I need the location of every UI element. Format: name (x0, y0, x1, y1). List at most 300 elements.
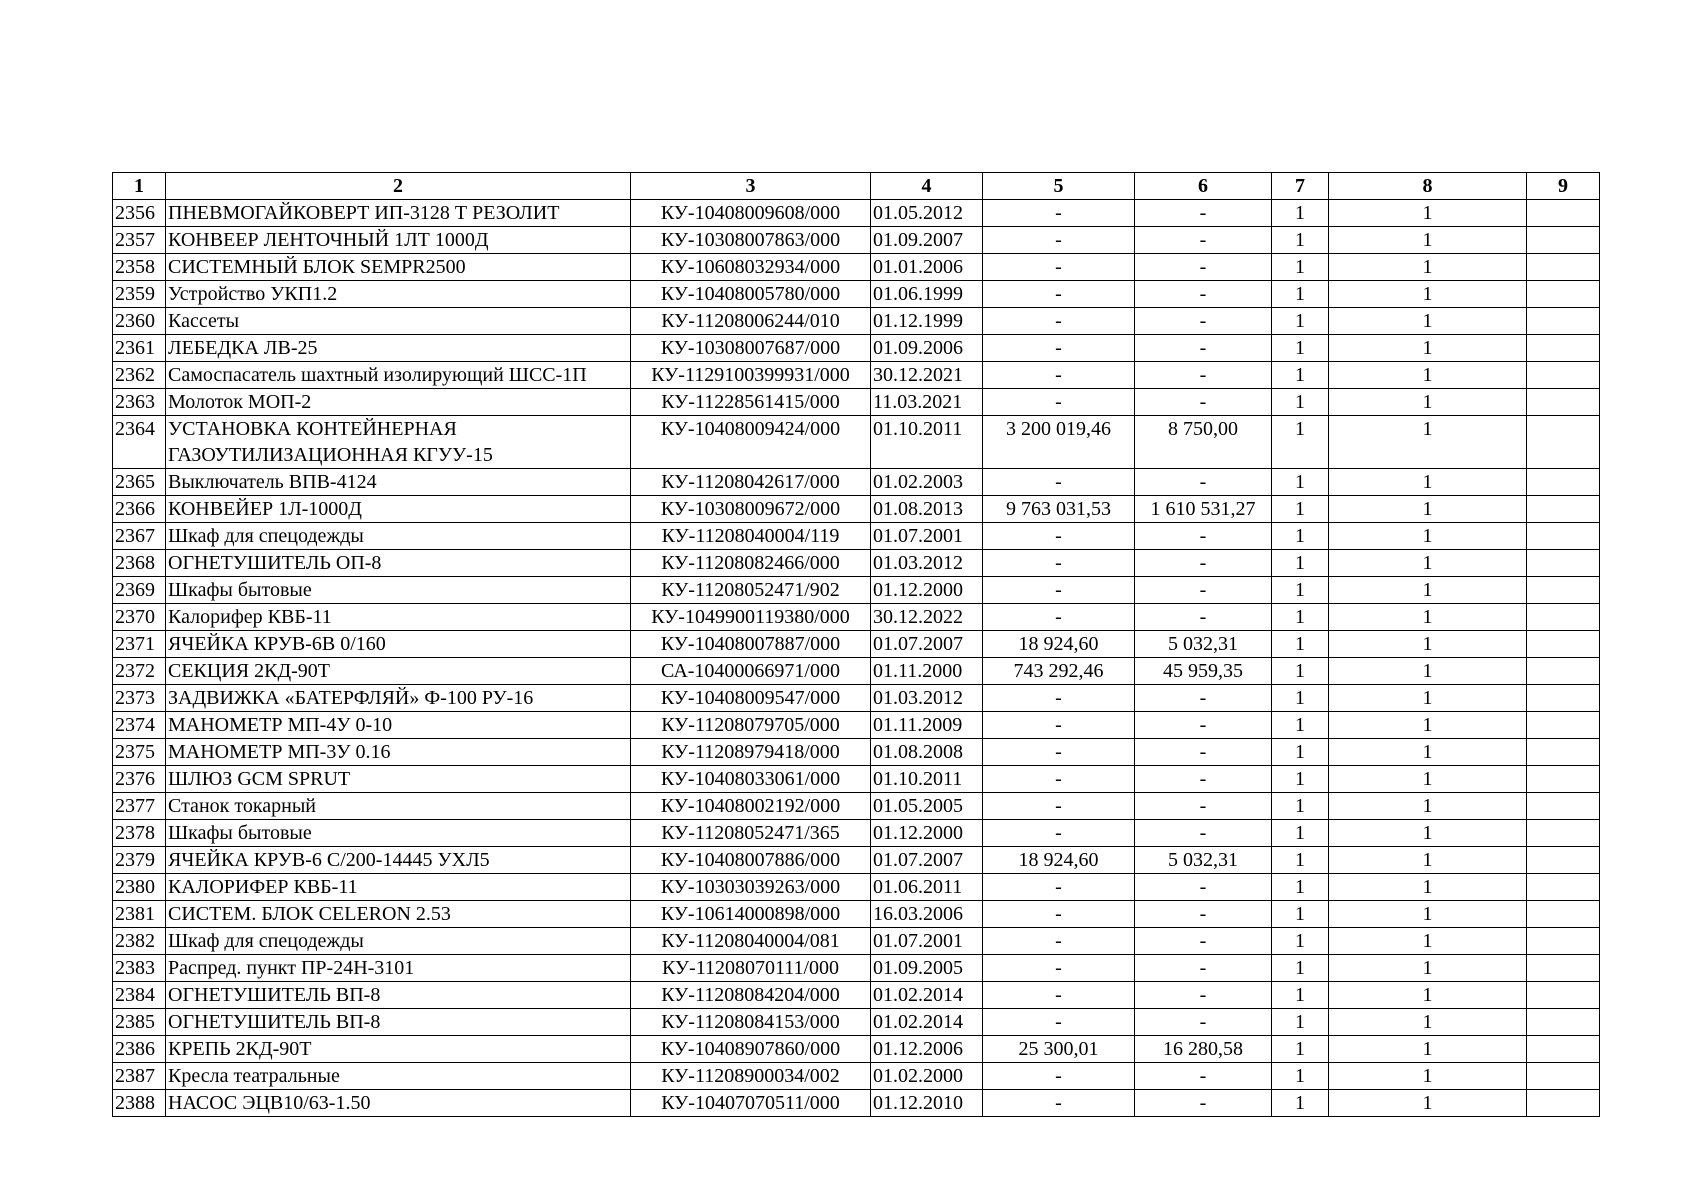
col-9-cell (1527, 712, 1600, 739)
table-row (113, 523, 1600, 550)
qty-col-8: 1 (1329, 1036, 1527, 1063)
table-row (113, 550, 1600, 577)
inventory-number: КУ-11208052471/365 (631, 820, 871, 847)
row-number: 2365 (113, 469, 166, 496)
value-col-6: - (1135, 389, 1272, 416)
qty-col-8: 1 (1329, 631, 1527, 658)
qty-col-7: 1 (1272, 1009, 1329, 1036)
value-col-5: - (983, 389, 1135, 416)
qty-col-8: 1 (1329, 389, 1527, 416)
col-9-cell (1527, 604, 1600, 631)
col-header-3: 3 (631, 173, 871, 200)
value-col-6: - (1135, 308, 1272, 335)
value-col-5: - (983, 469, 1135, 496)
col-9-cell (1527, 874, 1600, 901)
table-row (113, 604, 1600, 631)
date-cell: 01.10.2011 (871, 416, 983, 469)
item-name: КРЕПЬ 2КД-90Т (166, 1036, 631, 1063)
row-number: 2384 (113, 982, 166, 1009)
value-col-5: - (983, 901, 1135, 928)
table-row (113, 416, 1600, 469)
qty-col-7: 1 (1272, 496, 1329, 523)
table-body (113, 200, 1600, 1117)
value-col-6: - (1135, 550, 1272, 577)
date-cell: 01.12.2010 (871, 1090, 983, 1117)
table-row (113, 847, 1600, 874)
table-row (113, 362, 1600, 389)
value-col-6: - (1135, 469, 1272, 496)
item-name: УСТАНОВКА КОНТЕЙНЕРНАЯ ГАЗОУТИЛИЗАЦИОННАЯ КГУУ-15 (166, 416, 631, 469)
table-row (113, 793, 1600, 820)
item-name: Шкаф для спецодежды (166, 523, 631, 550)
value-col-6: - (1135, 874, 1272, 901)
value-col-6: - (1135, 200, 1272, 227)
inventory-number: КУ-10608032934/000 (631, 254, 871, 281)
value-col-6: - (1135, 820, 1272, 847)
value-col-5: - (983, 685, 1135, 712)
col-9-cell (1527, 254, 1600, 281)
col-9-cell (1527, 631, 1600, 658)
value-col-5: - (983, 227, 1135, 254)
col-header-4: 4 (871, 173, 983, 200)
col-9-cell (1527, 496, 1600, 523)
row-number: 2362 (113, 362, 166, 389)
inventory-number: КУ-10408009608/000 (631, 200, 871, 227)
col-9-cell (1527, 1009, 1600, 1036)
qty-col-8: 1 (1329, 658, 1527, 685)
row-number: 2360 (113, 308, 166, 335)
inventory-number: СА-10400066971/000 (631, 658, 871, 685)
item-name: КОНВЕЕР ЛЕНТОЧНЫЙ 1ЛТ 1000Д (166, 227, 631, 254)
inventory-number: КУ-10408033061/000 (631, 766, 871, 793)
item-name: ЯЧЕЙКА КРУВ-6 С/200-14445 УХЛ5 (166, 847, 631, 874)
inventory-number: КУ-10408009424/000 (631, 416, 871, 469)
row-number: 2357 (113, 227, 166, 254)
col-9-cell (1527, 766, 1600, 793)
col-9-cell (1527, 1063, 1600, 1090)
item-name: КАЛОРИФЕР КВБ-11 (166, 874, 631, 901)
col-9-cell (1527, 658, 1600, 685)
date-cell: 01.05.2012 (871, 200, 983, 227)
date-cell: 01.09.2005 (871, 955, 983, 982)
table-row (113, 739, 1600, 766)
value-col-5: - (983, 739, 1135, 766)
value-col-6: - (1135, 335, 1272, 362)
col-header-2: 2 (166, 173, 631, 200)
qty-col-8: 1 (1329, 793, 1527, 820)
qty-col-8: 1 (1329, 901, 1527, 928)
table-row (113, 577, 1600, 604)
qty-col-7: 1 (1272, 469, 1329, 496)
col-9-cell (1527, 335, 1600, 362)
item-name: МАНОМЕТР МП-3У 0.16 (166, 739, 631, 766)
qty-col-8: 1 (1329, 416, 1527, 469)
date-cell: 01.02.2003 (871, 469, 983, 496)
row-number: 2363 (113, 389, 166, 416)
value-col-6: - (1135, 523, 1272, 550)
value-col-6: 8 750,00 (1135, 416, 1272, 469)
header-row (113, 173, 1600, 200)
qty-col-8: 1 (1329, 1009, 1527, 1036)
row-number: 2370 (113, 604, 166, 631)
qty-col-7: 1 (1272, 982, 1329, 1009)
value-col-6: - (1135, 604, 1272, 631)
row-number: 2387 (113, 1063, 166, 1090)
col-9-cell (1527, 362, 1600, 389)
date-cell: 01.09.2006 (871, 335, 983, 362)
col-header-7: 7 (1272, 173, 1329, 200)
value-col-5: - (983, 523, 1135, 550)
row-number: 2372 (113, 658, 166, 685)
item-name: Кресла театральные (166, 1063, 631, 1090)
qty-col-7: 1 (1272, 901, 1329, 928)
table-row (113, 389, 1600, 416)
table-row (113, 658, 1600, 685)
col-9-cell (1527, 847, 1600, 874)
item-name: Устройство УКП1.2 (166, 281, 631, 308)
date-cell: 01.12.2000 (871, 577, 983, 604)
item-name: ПНЕВМОГАЙКОВЕРТ ИП-3128 Т РЕЗОЛИТ (166, 200, 631, 227)
table-row (113, 496, 1600, 523)
row-number: 2369 (113, 577, 166, 604)
item-name: НАСОС ЭЦВ10/63-1.50 (166, 1090, 631, 1117)
col-header-5: 5 (983, 173, 1135, 200)
item-name: Шкаф для спецодежды (166, 928, 631, 955)
col-9-cell (1527, 469, 1600, 496)
value-col-5: - (983, 335, 1135, 362)
qty-col-7: 1 (1272, 658, 1329, 685)
value-col-5: - (983, 550, 1135, 577)
date-cell: 01.02.2000 (871, 1063, 983, 1090)
inventory-number: КУ-11208084204/000 (631, 982, 871, 1009)
date-cell: 01.06.1999 (871, 281, 983, 308)
table-row (113, 874, 1600, 901)
table-row (113, 254, 1600, 281)
inventory-number: КУ-10408907860/000 (631, 1036, 871, 1063)
value-col-5: - (983, 200, 1135, 227)
qty-col-7: 1 (1272, 820, 1329, 847)
item-name: СЕКЦИЯ 2КД-90Т (166, 658, 631, 685)
inventory-number: КУ-10408009547/000 (631, 685, 871, 712)
value-col-5: 9 763 031,53 (983, 496, 1135, 523)
table-row (113, 901, 1600, 928)
table-row (113, 335, 1600, 362)
col-9-cell (1527, 308, 1600, 335)
item-name: ЛЕБЕДКА ЛВ-25 (166, 335, 631, 362)
value-col-5: - (983, 793, 1135, 820)
value-col-5: - (983, 1090, 1135, 1117)
table-row (113, 469, 1600, 496)
inventory-number: КУ-10614000898/000 (631, 901, 871, 928)
col-9-cell (1527, 739, 1600, 766)
qty-col-8: 1 (1329, 227, 1527, 254)
qty-col-8: 1 (1329, 874, 1527, 901)
date-cell: 01.02.2014 (871, 1009, 983, 1036)
row-number: 2366 (113, 496, 166, 523)
col-9-cell (1527, 901, 1600, 928)
qty-col-7: 1 (1272, 631, 1329, 658)
table-row (113, 712, 1600, 739)
qty-col-7: 1 (1272, 550, 1329, 577)
table-row (113, 820, 1600, 847)
qty-col-8: 1 (1329, 820, 1527, 847)
qty-col-7: 1 (1272, 227, 1329, 254)
value-col-6: - (1135, 739, 1272, 766)
col-9-cell (1527, 820, 1600, 847)
col-9-cell (1527, 416, 1600, 469)
col-9-cell (1527, 1036, 1600, 1063)
value-col-5: - (983, 254, 1135, 281)
col-9-cell (1527, 550, 1600, 577)
date-cell: 01.12.1999 (871, 308, 983, 335)
row-number: 2385 (113, 1009, 166, 1036)
col-9-cell (1527, 982, 1600, 1009)
row-number: 2368 (113, 550, 166, 577)
qty-col-7: 1 (1272, 335, 1329, 362)
qty-col-8: 1 (1329, 766, 1527, 793)
value-col-5: - (983, 928, 1135, 955)
qty-col-8: 1 (1329, 1063, 1527, 1090)
col-header-8: 8 (1329, 173, 1527, 200)
qty-col-7: 1 (1272, 200, 1329, 227)
value-col-6: 1 610 531,27 (1135, 496, 1272, 523)
row-number: 2361 (113, 335, 166, 362)
value-col-5: - (983, 1009, 1135, 1036)
date-cell: 01.03.2012 (871, 685, 983, 712)
table-row (113, 281, 1600, 308)
date-cell: 01.11.2000 (871, 658, 983, 685)
item-name: Молоток МОП-2 (166, 389, 631, 416)
qty-col-8: 1 (1329, 604, 1527, 631)
inventory-number: КУ-11208079705/000 (631, 712, 871, 739)
col-9-cell (1527, 389, 1600, 416)
qty-col-8: 1 (1329, 982, 1527, 1009)
item-name: ЗАДВИЖКА «БАТЕРФЛЯЙ» Ф-100 РУ-16 (166, 685, 631, 712)
col-9-cell (1527, 523, 1600, 550)
col-header-9: 9 (1527, 173, 1600, 200)
qty-col-8: 1 (1329, 281, 1527, 308)
date-cell: 01.07.2007 (871, 631, 983, 658)
inventory-number: КУ-11208900034/002 (631, 1063, 871, 1090)
inventory-number: КУ-1129100399931/000 (631, 362, 871, 389)
qty-col-7: 1 (1272, 712, 1329, 739)
row-number: 2377 (113, 793, 166, 820)
qty-col-8: 1 (1329, 712, 1527, 739)
col-9-cell (1527, 955, 1600, 982)
qty-col-7: 1 (1272, 389, 1329, 416)
qty-col-8: 1 (1329, 335, 1527, 362)
inventory-number: КУ-11208052471/902 (631, 577, 871, 604)
value-col-6: 5 032,31 (1135, 847, 1272, 874)
qty-col-7: 1 (1272, 685, 1329, 712)
date-cell: 01.09.2007 (871, 227, 983, 254)
table-row (113, 928, 1600, 955)
inventory-number: КУ-1049900119380/000 (631, 604, 871, 631)
date-cell: 01.07.2001 (871, 523, 983, 550)
inventory-number: КУ-10308007687/000 (631, 335, 871, 362)
col-header-1: 1 (113, 173, 166, 200)
inventory-number: КУ-11208082466/000 (631, 550, 871, 577)
qty-col-8: 1 (1329, 200, 1527, 227)
date-cell: 01.07.2007 (871, 847, 983, 874)
date-cell: 01.11.2009 (871, 712, 983, 739)
asset-table (112, 172, 1600, 1117)
value-col-6: - (1135, 1090, 1272, 1117)
row-number: 2386 (113, 1036, 166, 1063)
value-col-5: - (983, 577, 1135, 604)
qty-col-8: 1 (1329, 928, 1527, 955)
qty-col-7: 1 (1272, 874, 1329, 901)
table-row (113, 1090, 1600, 1117)
date-cell: 11.03.2021 (871, 389, 983, 416)
date-cell: 01.12.2006 (871, 1036, 983, 1063)
inventory-number: КУ-10308007863/000 (631, 227, 871, 254)
qty-col-7: 1 (1272, 847, 1329, 874)
value-col-6: - (1135, 928, 1272, 955)
value-col-5: - (983, 1063, 1135, 1090)
value-col-6: - (1135, 1009, 1272, 1036)
item-name: Калорифер КВБ-11 (166, 604, 631, 631)
qty-col-8: 1 (1329, 739, 1527, 766)
date-cell: 01.08.2008 (871, 739, 983, 766)
value-col-5: - (983, 308, 1135, 335)
value-col-6: - (1135, 685, 1272, 712)
value-col-6: - (1135, 982, 1272, 1009)
value-col-5: 18 924,60 (983, 631, 1135, 658)
qty-col-7: 1 (1272, 362, 1329, 389)
value-col-6: - (1135, 362, 1272, 389)
value-col-6: - (1135, 1063, 1272, 1090)
qty-col-7: 1 (1272, 1090, 1329, 1117)
item-name: Распред. пункт ПР-24Н-3101 (166, 955, 631, 982)
value-col-5: 3 200 019,46 (983, 416, 1135, 469)
inventory-number: КУ-10407070511/000 (631, 1090, 871, 1117)
item-name: Самоспасатель шахтный изолирующий ШСС-1П (166, 362, 631, 389)
date-cell: 30.12.2022 (871, 604, 983, 631)
value-col-5: 25 300,01 (983, 1036, 1135, 1063)
row-number: 2379 (113, 847, 166, 874)
table-row (113, 982, 1600, 1009)
col-9-cell (1527, 793, 1600, 820)
qty-col-7: 1 (1272, 577, 1329, 604)
inventory-number: КУ-11208040004/119 (631, 523, 871, 550)
qty-col-8: 1 (1329, 955, 1527, 982)
qty-col-7: 1 (1272, 308, 1329, 335)
qty-col-7: 1 (1272, 281, 1329, 308)
col-9-cell (1527, 685, 1600, 712)
qty-col-7: 1 (1272, 523, 1329, 550)
table-row (113, 308, 1600, 335)
item-name: Шкафы бытовые (166, 820, 631, 847)
qty-col-7: 1 (1272, 955, 1329, 982)
value-col-6: 5 032,31 (1135, 631, 1272, 658)
inventory-number: КУ-11208070111/000 (631, 955, 871, 982)
inventory-number: КУ-10408002192/000 (631, 793, 871, 820)
value-col-6: - (1135, 766, 1272, 793)
value-col-6: 45 959,35 (1135, 658, 1272, 685)
item-name: Выключатель ВПВ-4124 (166, 469, 631, 496)
value-col-5: - (983, 982, 1135, 1009)
item-name: ОГНЕТУШИТЕЛЬ ВП-8 (166, 982, 631, 1009)
date-cell: 30.12.2021 (871, 362, 983, 389)
date-cell: 01.07.2001 (871, 928, 983, 955)
col-9-cell (1527, 200, 1600, 227)
date-cell: 01.10.2011 (871, 766, 983, 793)
value-col-5: - (983, 874, 1135, 901)
col-9-cell (1527, 928, 1600, 955)
value-col-6: - (1135, 254, 1272, 281)
item-name: СИСТЕМ. БЛОК CELERON 2.53 (166, 901, 631, 928)
qty-col-8: 1 (1329, 523, 1527, 550)
item-name: МАНОМЕТР МП-4У 0-10 (166, 712, 631, 739)
qty-col-7: 1 (1272, 739, 1329, 766)
value-col-5: - (983, 766, 1135, 793)
value-col-5: - (983, 362, 1135, 389)
inventory-number: КУ-10408005780/000 (631, 281, 871, 308)
row-number: 2359 (113, 281, 166, 308)
inventory-number: КУ-11208979418/000 (631, 739, 871, 766)
qty-col-7: 1 (1272, 604, 1329, 631)
table-row (113, 631, 1600, 658)
item-name: ШЛЮЗ GCM SPRUT (166, 766, 631, 793)
item-name: Станок токарный (166, 793, 631, 820)
qty-col-8: 1 (1329, 577, 1527, 604)
qty-col-8: 1 (1329, 308, 1527, 335)
qty-col-7: 1 (1272, 254, 1329, 281)
inventory-number: КУ-10408007887/000 (631, 631, 871, 658)
item-name: Кассеты (166, 308, 631, 335)
row-number: 2367 (113, 523, 166, 550)
item-name: Шкафы бытовые (166, 577, 631, 604)
value-col-6: - (1135, 227, 1272, 254)
value-col-6: - (1135, 281, 1272, 308)
date-cell: 01.06.2011 (871, 874, 983, 901)
qty-col-7: 1 (1272, 766, 1329, 793)
col-9-cell (1527, 227, 1600, 254)
row-number: 2356 (113, 200, 166, 227)
qty-col-8: 1 (1329, 1090, 1527, 1117)
qty-col-8: 1 (1329, 362, 1527, 389)
qty-col-7: 1 (1272, 1036, 1329, 1063)
col-9-cell (1527, 281, 1600, 308)
inventory-number: КУ-10308009672/000 (631, 496, 871, 523)
date-cell: 01.02.2014 (871, 982, 983, 1009)
row-number: 2375 (113, 739, 166, 766)
date-cell: 01.01.2006 (871, 254, 983, 281)
table-row (113, 227, 1600, 254)
date-cell: 01.05.2005 (871, 793, 983, 820)
row-number: 2374 (113, 712, 166, 739)
inventory-number: КУ-11208006244/010 (631, 308, 871, 335)
value-col-6: 16 280,58 (1135, 1036, 1272, 1063)
qty-col-7: 1 (1272, 1063, 1329, 1090)
date-cell: 16.03.2006 (871, 901, 983, 928)
table-row (113, 1009, 1600, 1036)
value-col-5: 743 292,46 (983, 658, 1135, 685)
row-number: 2358 (113, 254, 166, 281)
row-number: 2381 (113, 901, 166, 928)
date-cell: 01.03.2012 (871, 550, 983, 577)
item-name: ОГНЕТУШИТЕЛЬ ОП-8 (166, 550, 631, 577)
qty-col-7: 1 (1272, 928, 1329, 955)
value-col-5: - (983, 820, 1135, 847)
inventory-number: КУ-11208042617/000 (631, 469, 871, 496)
qty-col-8: 1 (1329, 469, 1527, 496)
row-number: 2373 (113, 685, 166, 712)
qty-col-7: 1 (1272, 793, 1329, 820)
value-col-6: - (1135, 793, 1272, 820)
table-row (113, 955, 1600, 982)
